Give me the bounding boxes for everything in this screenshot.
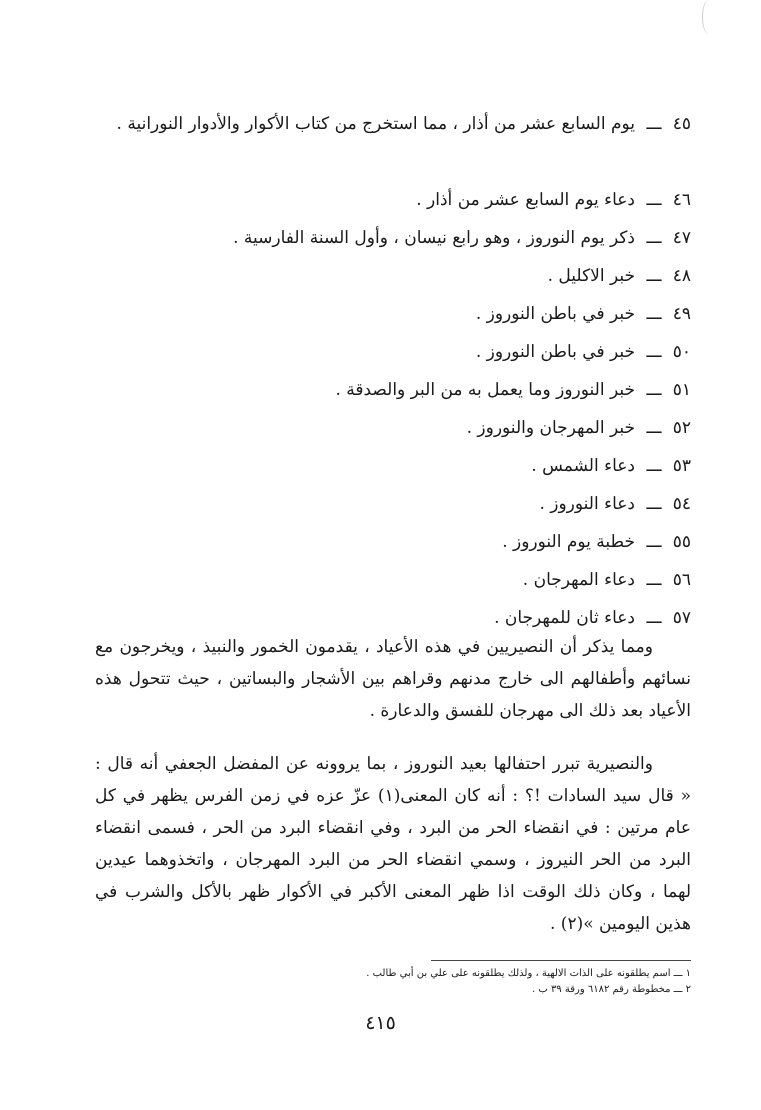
entry-number: ٥٧ — [672, 608, 691, 628]
entry-dash: ـــ — [646, 266, 662, 286]
footnotes — [91, 966, 691, 998]
entry-dash: ـــ — [646, 342, 662, 362]
entry-dash: ـــ — [646, 380, 662, 400]
list-item — [95, 184, 691, 222]
entry-dash: ـــ — [646, 456, 662, 476]
entry-text: دعاء المهرجان . — [522, 570, 635, 590]
list-item — [95, 222, 691, 260]
list-item — [95, 526, 691, 564]
entry-dash: ـــ — [646, 608, 662, 628]
entry-text: خبر المهرجان والنوروز . — [466, 418, 635, 438]
entry-text: خبر النوروز وما يعمل به من البر والصدقة . — [335, 380, 635, 400]
entry-dash: ـــ — [646, 570, 662, 590]
entry-dash: ـــ — [646, 190, 662, 210]
entry-dash: ـــ — [646, 532, 662, 552]
entry-number: ٤٥ — [672, 114, 691, 134]
entry-number: ٤٧ — [672, 228, 691, 248]
entry-number: ٥٢ — [672, 418, 691, 438]
list-item — [95, 336, 691, 374]
entry-text: خبر في باطن النوروز . — [475, 342, 635, 362]
paragraph-festivals — [95, 631, 691, 727]
page-edge-mark — [702, 0, 715, 34]
entry-dash: ـــ — [646, 418, 662, 438]
entry-text: خبر في باطن النوروز . — [475, 304, 635, 324]
entry-text: دعاء الشمس . — [531, 456, 635, 476]
entry-dash: ـــ — [646, 494, 662, 514]
entry-text: دعاء ثان للمهرجان . — [494, 608, 635, 628]
entry-text: يوم السابع عشر من أذار ، مما استخرج من كتاب الأكوار والأدوار النورانية . — [116, 114, 635, 134]
list-item — [95, 298, 691, 336]
entry-text: دعاء النوروز . — [539, 494, 635, 514]
list-item — [95, 564, 691, 602]
entry-dash: ـــ — [646, 114, 662, 134]
entry-number: ٥١ — [672, 380, 691, 400]
paragraph-text: والنصيرية تبرر احتفالها بعيد النوروز ، بما يروونه عن المفضل الجعفي أنه قال : « قال سيد السادات !؟ : أنه كان المعنى(١) عزّ عزه في زمن الفرس يظهر في كل عام مرتين : في انقضاء الحر من البرد ، وفي انقضاء البرد من الحر ، فسمى انقضاء البرد من الحر النيروز ، وسمي انقضاء الحر من البرد المهرجان ، واتخذوهما عيدين لهما ، وكان ذلك الوقت اذا ظهر المعنى الأكبر في الأكوار ظهر بالأكل والشرب في هذين اليومين »(٢) . — [95, 754, 691, 934]
footnote: ٢ ـــ مخطوطة رقم ٦١٨٢ ورقة ٣٩ ب . — [531, 984, 691, 995]
entry-text: دعاء يوم السابع عشر من أذار . — [416, 190, 635, 210]
entry-number: ٤٨ — [672, 266, 691, 286]
list-item — [95, 260, 691, 298]
list-item — [95, 488, 691, 526]
entry-text: ذكر يوم النوروز ، وهو رابع نيسان ، وأول السنة الفارسية . — [233, 228, 635, 248]
list-item — [95, 108, 691, 184]
paragraph-nowruz-justification — [95, 748, 691, 940]
entry-number: ٤٦ — [672, 190, 691, 210]
list-item — [95, 412, 691, 450]
entry-number: ٥٤ — [672, 494, 691, 514]
page-number: ٤١٥ — [365, 1012, 396, 1034]
entry-text: خطبة يوم النوروز . — [502, 532, 635, 552]
entry-number: ٤٩ — [672, 304, 691, 324]
footnote: ١ ـــ اسم يطلقونه على الذات الالهية ، ولذلك يطلقونه على علي بن أبي طالب . — [366, 968, 691, 979]
entry-number: ٥٠ — [672, 342, 691, 362]
list-item — [95, 374, 691, 412]
entry-number: ٥٣ — [672, 456, 691, 476]
entry-number: ٥٥ — [672, 532, 691, 552]
entry-dash: ـــ — [646, 304, 662, 324]
paragraph-text: ومما يذكر أن النصيريين في هذه الأعياد ، يقدمون الخمور والنبيذ ، ويخرجون مع نسائهم وأطفالهم الى خارج مدنهم وقراهم بين الأشجار والبساتين ، حيث تتحول هذه الأعياد بعد ذلك الى مهرجان للفسق والدعارة . — [95, 637, 691, 721]
entry-number: ٥٦ — [672, 570, 691, 590]
entry-dash: ـــ — [646, 228, 662, 248]
entry-text: خبر الاكليل . — [547, 266, 635, 286]
entries-list — [95, 108, 691, 640]
list-item — [95, 450, 691, 488]
footnote-divider — [431, 960, 691, 961]
